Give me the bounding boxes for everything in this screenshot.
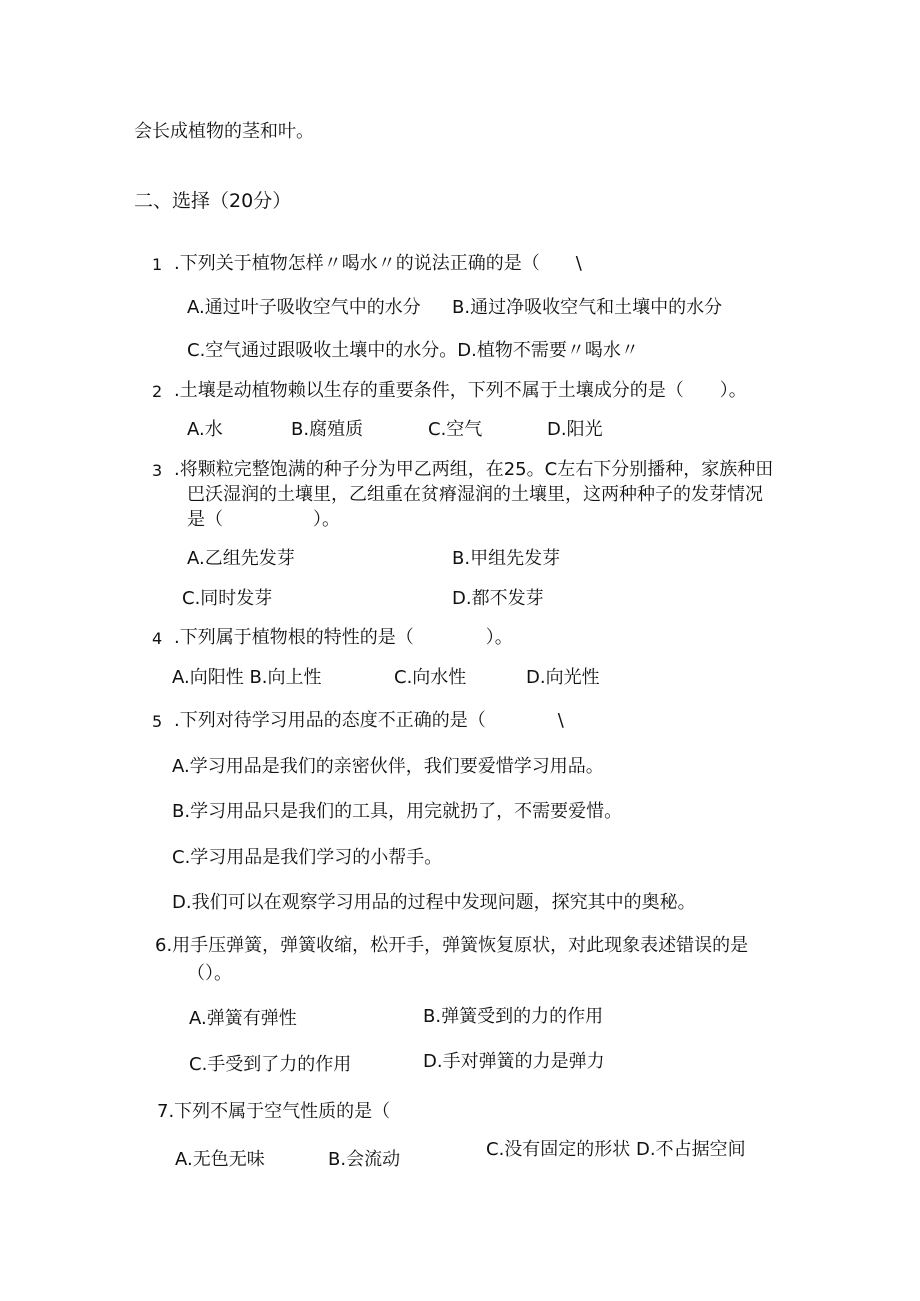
q1-option-cd[interactable]: C.空气通过跟吸收土壤中的水分。D.植物不需要〃喝水〃 [187, 340, 639, 361]
q3-number: 3 [152, 461, 163, 480]
q3-option-b[interactable]: B.甲组先发芽 [452, 548, 561, 569]
q7-option-a[interactable]: A.无色无味 [175, 1149, 265, 1170]
q4-option-c[interactable]: C.向水性 [394, 667, 467, 688]
q6-stem-line2: （）。 [187, 963, 232, 984]
q6-stem-line1: 6.用手压弹簧，弹簧收缩，松开手，弹簧恢复原状，对此现象表述错误的是 [155, 935, 749, 956]
q1-number: 1 [152, 255, 163, 274]
q5-option-c[interactable]: C.学习用品是我们学习的小帮手。 [172, 847, 443, 868]
q3-option-d[interactable]: D.都不发芽 [452, 588, 544, 609]
q4-option-d[interactable]: D.向光性 [526, 667, 600, 688]
q1-option-a[interactable]: A.通过叶子吸收空气中的水分 [187, 297, 421, 318]
q6-option-c[interactable]: C.手受到了力的作用 [189, 1054, 352, 1075]
q1-option-b[interactable]: B.通过净吸收空气和土壤中的水分 [452, 297, 723, 318]
q6-option-a[interactable]: A.弹簧有弹性 [189, 1008, 297, 1029]
q5-stem: .下列对待学习用品的态度不正确的是（ \ [174, 710, 564, 731]
q3-stem-line1: .将颗粒完整饱满的种子分为甲乙两组，在25。C左右下分别播种，家族种田 [174, 459, 774, 480]
q7-stem: 7.下列不属于空气性质的是（ [157, 1101, 391, 1122]
q3-option-a[interactable]: A.乙组先发芽 [187, 548, 295, 569]
q2-stem: .土壤是动植物赖以生存的重要条件，下列不属于土壤成分的是（ ）。 [174, 380, 747, 401]
q7-option-b[interactable]: B.会流动 [328, 1149, 401, 1170]
q5-option-b[interactable]: B.学习用品只是我们的工具，用完就扔了，不需要爱惜。 [172, 801, 623, 822]
q3-stem-line2: 巴沃湿润的土壤里，乙组重在贫瘠湿润的土壤里，这两种种子的发芽情况 [187, 484, 763, 505]
q3-option-c[interactable]: C.同时发芽 [182, 588, 273, 609]
section-score: （20分） [210, 190, 292, 212]
q7-option-cd[interactable]: C.没有固定的形状 D.不占据空间 [486, 1139, 746, 1160]
q1-stem: .下列关于植物怎样〃喝水〃的说法正确的是（ \ [174, 253, 582, 274]
q2-option-b[interactable]: B.腐殖质 [291, 419, 364, 440]
q2-option-a[interactable]: A.水 [187, 419, 223, 440]
q5-number: 5 [152, 712, 163, 731]
q6-option-d[interactable]: D.手对弹簧的力是弹力 [423, 1051, 605, 1072]
section-heading [134, 190, 291, 212]
q2-number: 2 [152, 382, 163, 401]
q4-number: 4 [152, 629, 163, 648]
q2-option-c[interactable]: C.空气 [428, 419, 483, 440]
intro-tail: 会长成植物的茎和叶。 [134, 121, 314, 142]
q4-option-ab[interactable]: A.向阳性 B.向上性 [172, 667, 322, 688]
q5-option-d[interactable]: D.我们可以在观察学习用品的过程中发现问题，探究其中的奥秘。 [172, 892, 696, 913]
section-title: 二、选择 [134, 190, 211, 212]
q5-option-a[interactable]: A.学习用品是我们的亲密伙伴，我们要爱惜学习用品。 [172, 756, 604, 777]
q4-stem: .下列属于植物根的特性的是（ ）。 [174, 627, 513, 648]
q3-stem-line3: 是（ ）。 [187, 509, 340, 530]
q2-option-d[interactable]: D.阳光 [547, 419, 603, 440]
q6-option-b[interactable]: B.弹簧受到的力的作用 [423, 1006, 604, 1027]
